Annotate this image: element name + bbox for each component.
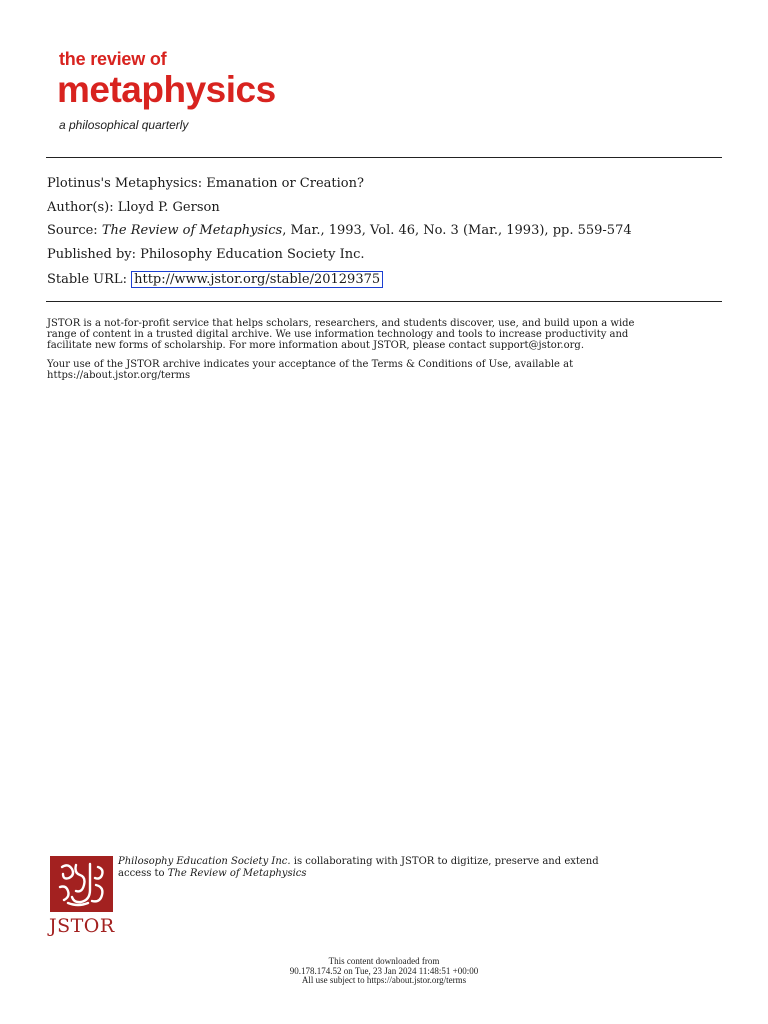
url-label: Stable URL: <box>47 272 127 287</box>
terms-notice <box>47 359 722 381</box>
author-name: Lloyd P. Gerson <box>117 199 220 215</box>
notice-line: range of content in a trusted digital archive. We use information technology and tools to increase productivity and <box>47 329 629 340</box>
author-label: Author(s): <box>47 199 114 215</box>
author-line <box>47 196 737 220</box>
publisher-line <box>47 243 737 267</box>
publisher-name: Philosophy Education Society Inc. <box>140 246 365 262</box>
source-label: Source: <box>47 223 98 238</box>
logo-tagline: a philosophical quarterly <box>59 118 189 132</box>
collab-line-1 <box>118 856 718 868</box>
collab-access: access to <box>118 868 168 879</box>
article-metadata <box>47 172 737 292</box>
source-journal: The Review of Metaphysics <box>101 223 283 238</box>
collaboration-statement <box>118 856 718 880</box>
collab-text: is collaborating with JSTOR to digitize, preserve and extend <box>290 856 599 867</box>
notice-line: Your use of the JSTOR archive indicates your acceptance of the Terms & Conditions of Use, available at <box>47 359 574 370</box>
collab-publisher: Philosophy Education Society Inc. <box>118 856 291 867</box>
jstor-wordmark: JSTOR <box>49 915 115 937</box>
notice-line: facilitate new forms of scholarship. For more information about JSTOR, please contact support@jstor.org. <box>47 340 584 351</box>
terms-url[interactable]: https://about.jstor.org/terms <box>47 370 191 381</box>
url-line <box>47 268 737 292</box>
publisher-label: Published by: <box>47 246 136 262</box>
download-footer <box>0 957 768 986</box>
notice-line: JSTOR is a not-for-profit service that helps scholars, researchers, and students discover, use, and build upon a wide <box>47 318 635 329</box>
bottom-divider <box>46 301 722 302</box>
source-line <box>47 219 737 243</box>
jstor-notice <box>47 318 722 351</box>
footer-line-2: 90.178.174.52 on Tue, 23 Jan 2024 11:48:51 +00:00 <box>289 965 479 976</box>
source-detail: , Mar., 1993, Vol. 46, No. 3 (Mar., 1993), pp. 559-574 <box>282 223 632 238</box>
logo-line-1: the review of <box>59 49 167 69</box>
footer-line-1: This content downloaded from <box>328 956 440 966</box>
footer-line-3: All use subject to https://about.jstor.org/terms <box>301 975 467 985</box>
top-divider <box>46 157 722 158</box>
jstor-logo <box>49 856 114 938</box>
logo-line-2: metaphysics <box>57 69 276 110</box>
collab-line-2 <box>118 868 718 880</box>
article-title: Plotinus's Metaphysics: Emanation or Creation? <box>47 176 364 191</box>
jstor-emblem-icon <box>50 856 113 912</box>
collab-journal: The Review of Metaphysics <box>167 868 307 879</box>
stable-url-link[interactable]: http://www.jstor.org/stable/20129375 <box>131 271 383 288</box>
